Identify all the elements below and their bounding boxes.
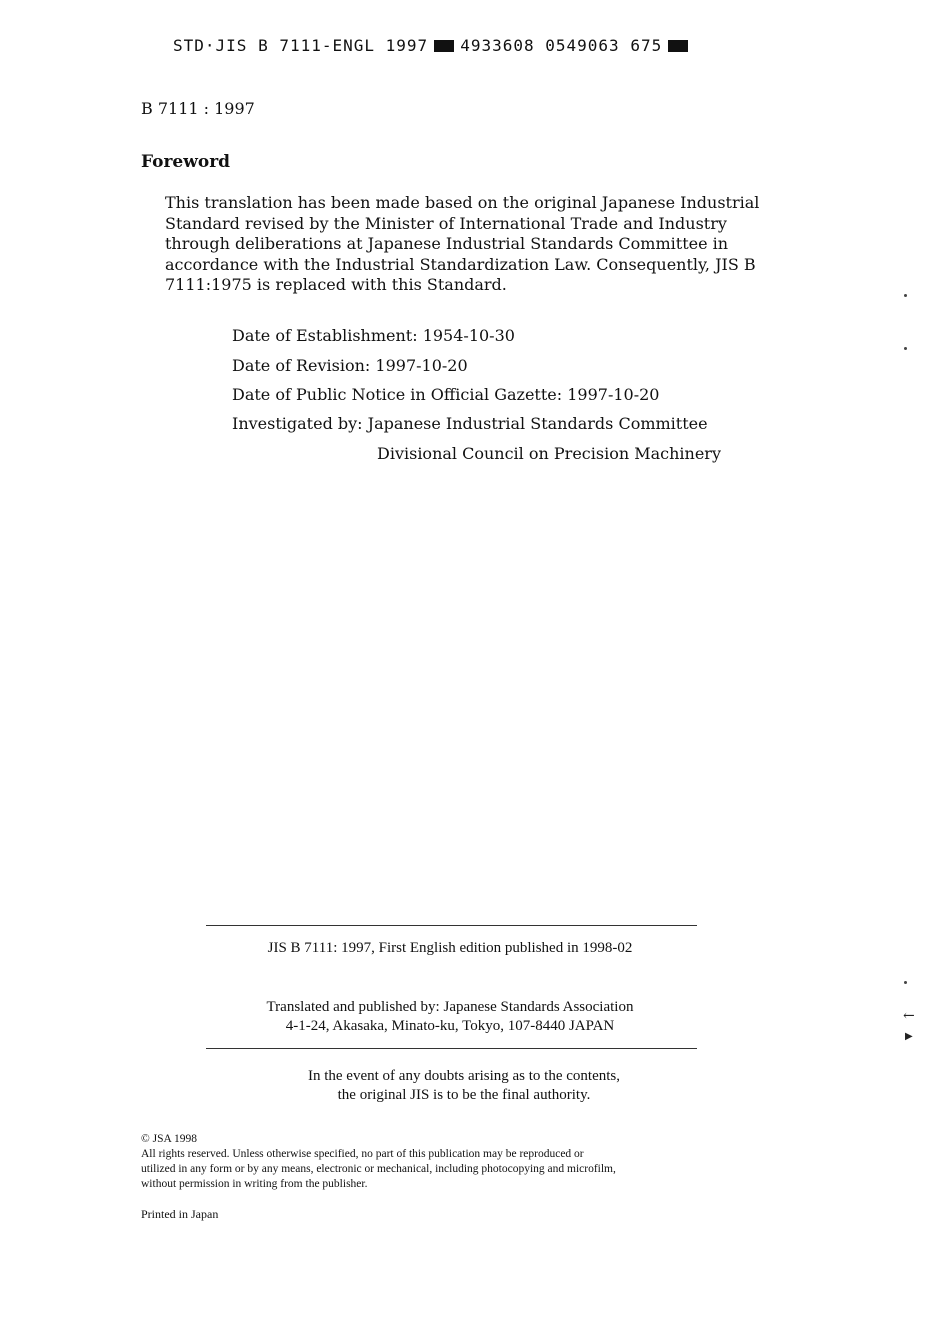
stamp-block-end [668, 40, 688, 52]
rights-line-2: utilized in any form or by any means, electronic or mechanical, including photocopying and microfilm, [141, 1163, 616, 1175]
stamp-right: 4933608 0549063 675 [460, 36, 663, 55]
edition-line: JIS B 7111: 1997, First English edition published in 1998-02 [267, 940, 633, 956]
divisional-council: Divisional Council on Precision Machinery [377, 444, 721, 463]
scan-speck [904, 981, 907, 984]
divider-top [206, 925, 697, 926]
copyright-line: © JSA 1998 [141, 1133, 198, 1145]
foreword-text: This translation has been made based on the original Japanese Industrial Standard revised by the Minister of International Trade and Industry through deliberations at Japanese Industrial Standards Committee in accordance with the Industrial Standardization Law. Consequently, JIS B 7111:1975 is replaced with this Standard. [165, 193, 760, 294]
copyright-notice [141, 1132, 616, 1192]
scan-mark-triangle-icon: ▶ [905, 1031, 913, 1042]
scan-speck [904, 347, 907, 350]
stamp-block [434, 40, 454, 52]
investigated-by: Investigated by: Japanese Industrial Standards Committee [232, 414, 708, 433]
publisher-address: 4-1-24, Akasaka, Minato-ku, Tokyo, 107-8440 JAPAN [285, 1018, 615, 1034]
document-stamp [173, 36, 694, 55]
scan-mark-arrow-icon: ← [903, 1008, 915, 1024]
document-id: B 7111 : 1997 [141, 99, 255, 118]
rights-line-1: All rights reserved. Unless otherwise specified, no part of this publication may be reproduced or [141, 1148, 584, 1160]
rights-line-3: without permission in writing from the publisher. [141, 1178, 368, 1190]
authority-line-2: the original JIS is to be the final authority. [337, 1087, 591, 1103]
foreword-heading: Foreword [141, 152, 231, 172]
date-establishment: Date of Establishment: 1954-10-30 [232, 326, 515, 345]
date-public-notice: Date of Public Notice in Official Gazette: 1997-10-20 [232, 385, 660, 404]
divider-bottom [206, 1048, 697, 1049]
publisher-line-1: Translated and published by: Japanese Standards Association [266, 999, 634, 1015]
scan-speck [904, 294, 907, 297]
printed-in: Printed in Japan [141, 1207, 219, 1221]
authority-line-1: In the event of any doubts arising as to the contents, [307, 1068, 620, 1084]
stamp-left: STD·JIS B 7111-ENGL 1997 [173, 36, 429, 55]
date-revision: Date of Revision: 1997-10-20 [232, 356, 468, 375]
